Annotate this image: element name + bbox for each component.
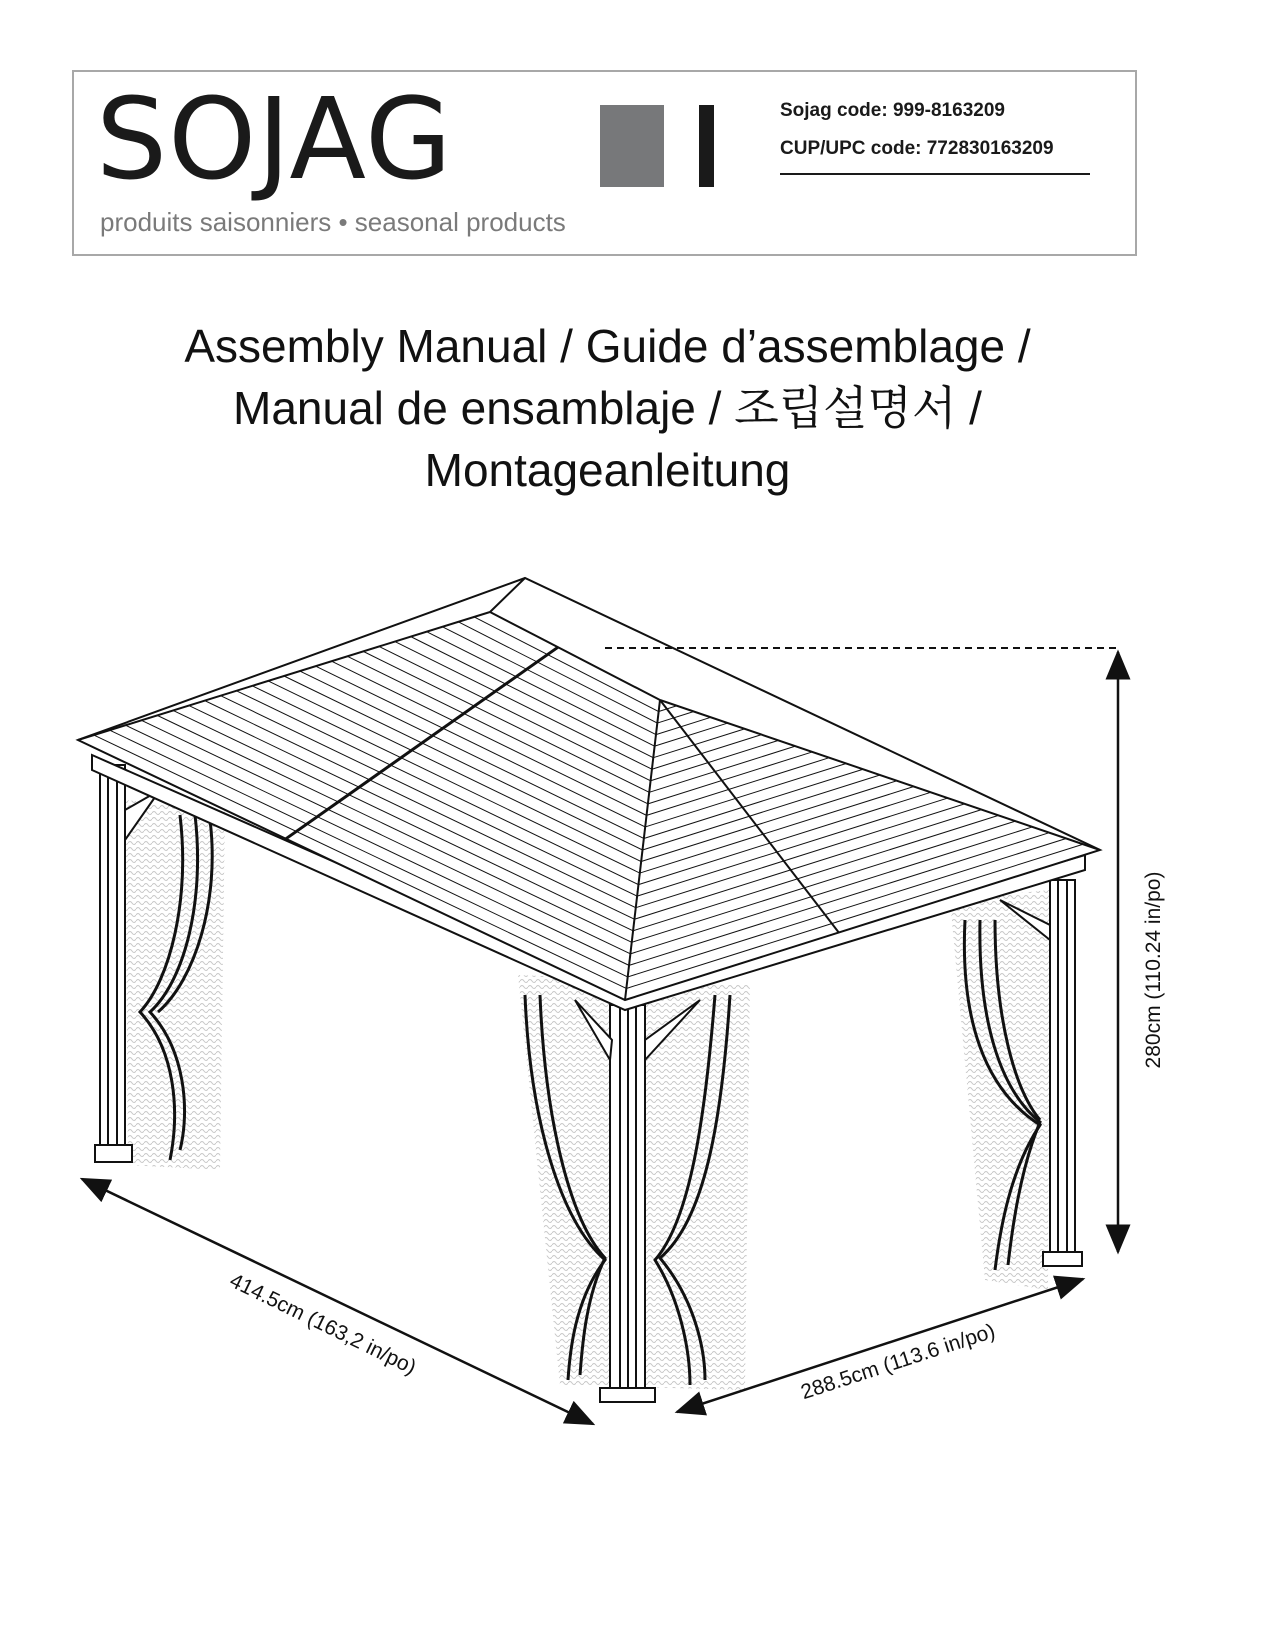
title-line-3: Montageanleitung (424, 444, 791, 496)
length-arrow (82, 1179, 593, 1424)
height-label: 280cm (110.24 in/po) (1142, 871, 1165, 1069)
brand-logo: SOJAG (96, 75, 453, 205)
sojag-code: Sojag code: 999-8163209 (780, 100, 1005, 121)
width-label: 288.5cm (113.6 in/po) (798, 1319, 998, 1405)
title-line-2: Manual de ensamblaje / 조립설명서 / (233, 382, 982, 434)
gazebo-roof (78, 578, 1100, 1000)
brand-tagline: produits saisonniers • seasonal products (100, 207, 566, 237)
upc-code: CUP/UPC code: 772830163209 (780, 138, 1054, 159)
title-line-1: Assembly Manual / Guide d’assemblage / (184, 320, 1031, 372)
length-label: 414.5cm (163,2 in/po) (225, 1269, 420, 1380)
